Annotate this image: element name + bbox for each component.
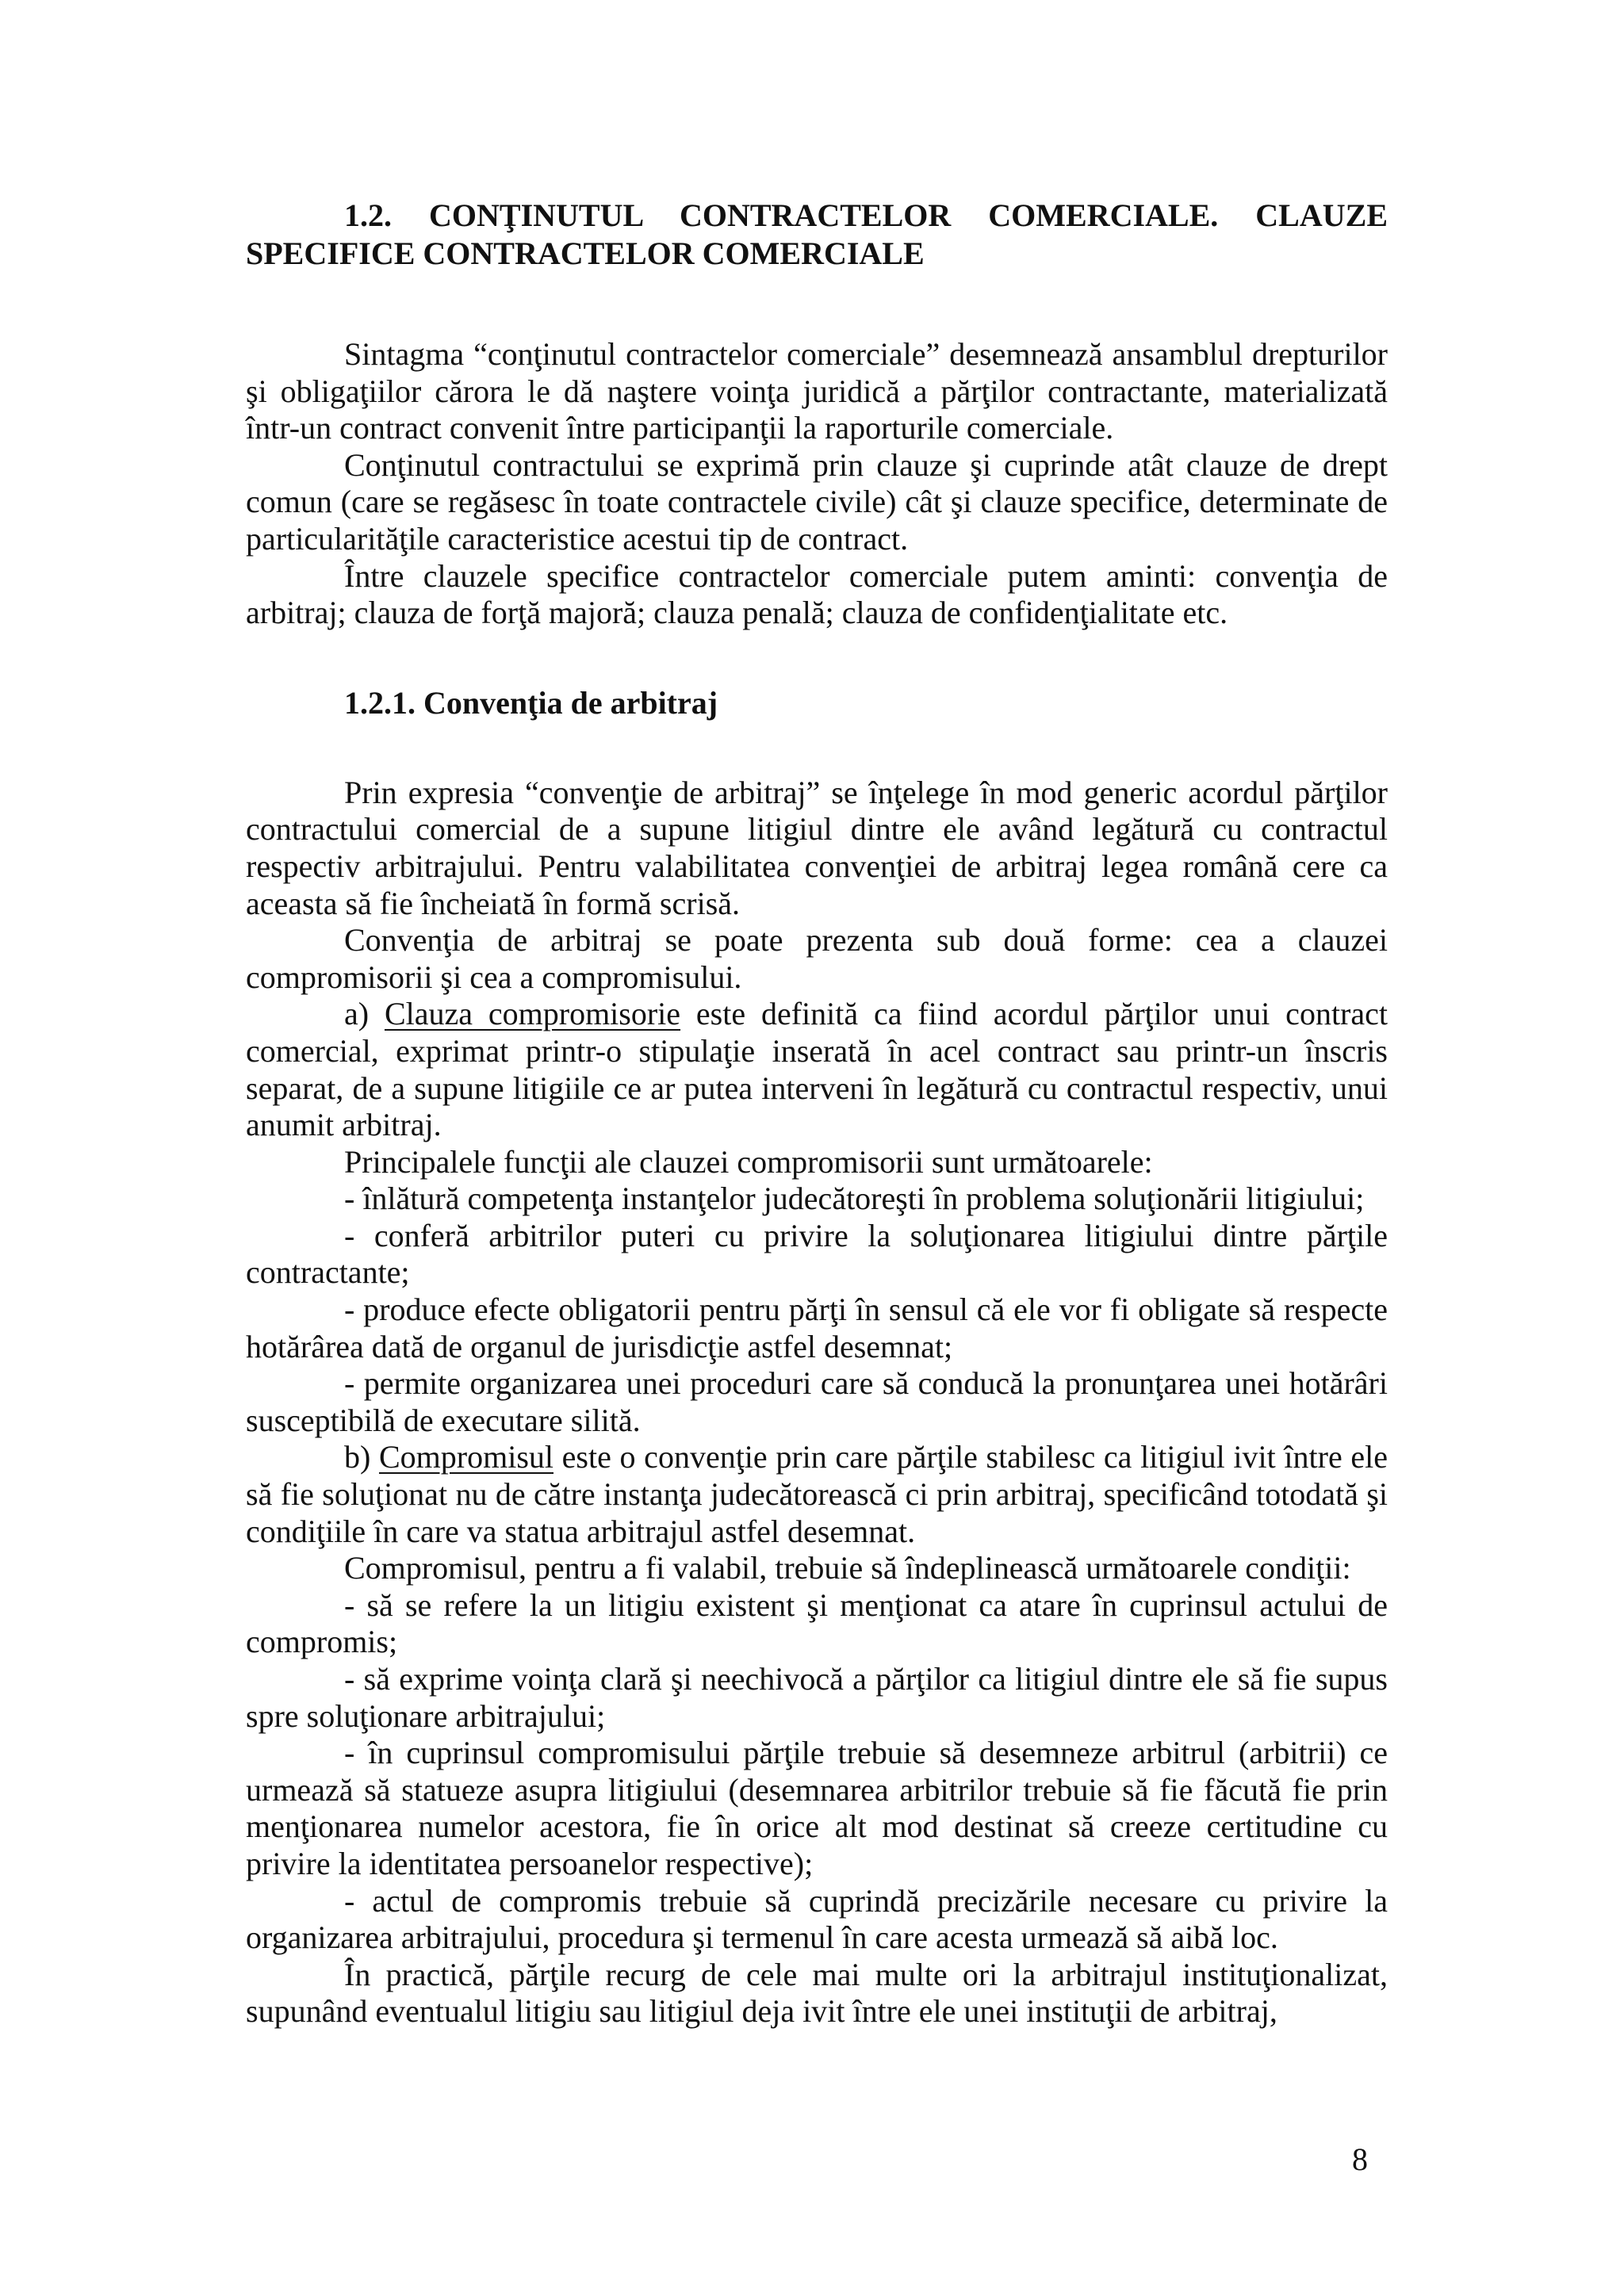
intro-paragraph-1: Sintagma “conţinutul contractelor comerciale” desemnează ansamblul drepturilor şi obligaţiilor cărora le dă naştere voinţa juridică a părţilor contractante, materializată într-un contract convenit între participanţii la raporturile comerciale. bbox=[246, 336, 1388, 446]
document-page bbox=[246, 197, 1388, 2030]
list-item: - să se refere la un litigiu existent şi menţionat ca atare în cuprinsul actului de compromis; bbox=[246, 1586, 1388, 1660]
list-item: - actul de compromis trebuie să cuprindă precizările necesare cu privire la organizarea arbitrajului, procedura şi termenul în care acesta urmează să aibă loc. bbox=[246, 1882, 1388, 1956]
body-paragraph-9 bbox=[246, 1439, 1388, 1550]
intro-paragraph-3: Între clauzele specifice contractelor comerciale putem aminti: convenţia de arbitraj; clauza de forţă majoră; clauza penală; clauza de confidenţialitate etc. bbox=[246, 557, 1388, 631]
body-paragraph-3 bbox=[246, 996, 1388, 1143]
list-item: - să exprime voinţa clară şi neechivocă a părţilor ca litigiul dintre ele să fie supus spre soluţionare arbitrajului; bbox=[246, 1661, 1388, 1734]
term-clauza-compromisorie: Clauza compromisorie bbox=[384, 996, 681, 1032]
list-item: - produce efecte obligatorii pentru părţi în sensul că ele vor fi obligate să respecte hotărârea dată de organul de jurisdicţie astfel desemnat; bbox=[246, 1292, 1388, 1364]
list-item: - înlătură competenţa instanţelor judecătoreşti în problema soluţionării litigiului; bbox=[344, 1181, 1365, 1217]
list-marker: b) bbox=[344, 1439, 379, 1475]
intro-paragraph-2: Conţinutul contractului se exprimă prin clauze şi cuprinde atât clauze de drept comun (care se regăsesc în toate contractele civile) cât şi clauze specifice, determinate de particularităţile caracteristice acestui tip de contract. bbox=[246, 446, 1388, 557]
definition-text: este definită ca fiind acordul părţilor unui contract comercial, exprimat printr-o stipulaţie inserată în acel contract sau printr-un înscris separat, de a supune litigiile ce ar putea interveni în legătură cu contractul respectiv, unui anumit arbitraj. bbox=[246, 996, 1388, 1143]
body-paragraph-1: Prin expresia “convenţie de arbitraj” se înţelege în mod generic acordul părţilor contractului comercial de a supune litigiul dintre ele având legătură cu contractul respectiv arbitrajului. Pentru valabilitatea convenţiei de arbitraj legea română cere ca aceasta să fie încheiată în formă scrisă. bbox=[246, 774, 1388, 921]
section-heading-line-2: SPECIFICE CONTRACTELOR COMERCIALE bbox=[246, 235, 925, 271]
body-paragraph-10: Compromisul, pentru a fi valabil, trebuie să îndeplinească următoarele condiţii: bbox=[344, 1550, 1351, 1586]
spacer bbox=[246, 722, 1388, 775]
list-item: - în cuprinsul compromisului părţile trebuie să desemneze arbitrul (arbitrii) ce urmează să statueze asupra litigiului (desemnarea arbitrilor trebuie să fie făcută fie prin menţionarea numelor acestora, fie în orice alt mod destinat să creeze certitudine cu privire la identitatea persoanelor respective); bbox=[246, 1735, 1388, 1881]
body-paragraph-2: Convenţia de arbitraj se poate prezenta sub două forme: cea a clauzei compromisorii şi cea a compromisului. bbox=[246, 922, 1388, 995]
list-item: - conferă arbitrilor puteri cu privire la soluţionarea litigiului dintre părţile contractante; bbox=[246, 1217, 1388, 1291]
body-paragraph-4: Principalele funcţii ale clauzei compromisorii sunt următoarele: bbox=[344, 1143, 1153, 1180]
spacer bbox=[246, 273, 1388, 336]
subsection-heading: 1.2.1. Convenţia de arbitraj bbox=[344, 684, 718, 721]
term-compromisul: Compromisul bbox=[378, 1439, 554, 1475]
section-heading-line-1: 1.2. CONŢINUTUL CONTRACTELOR COMERCIALE. CLAUZE bbox=[344, 197, 1388, 233]
section-heading bbox=[246, 197, 1388, 273]
spacer bbox=[246, 632, 1388, 684]
list-marker: a) bbox=[344, 996, 385, 1032]
body-paragraph-15: În practică, părţile recurg de cele mai multe ori la arbitrajul instituţionalizat, supunând eventualul litigiu sau litigiul deja ivit între ele unei instituţii de arbitraj, bbox=[246, 1956, 1388, 2030]
definition-text: este o convenţie prin care părţile stabilesc ca litigiul ivit între ele să fie soluţionat nu de către instanţa judecătorească ci prin arbitraj, specificând totodată şi condiţiile în care va statua arbitrajul astfel desemnat. bbox=[246, 1439, 1388, 1549]
page-number: 8 bbox=[1352, 2141, 1368, 2177]
list-item: - permite organizarea unei proceduri care să conducă la pronunţarea unei hotărâri susceptibilă de executare silită. bbox=[246, 1365, 1388, 1438]
